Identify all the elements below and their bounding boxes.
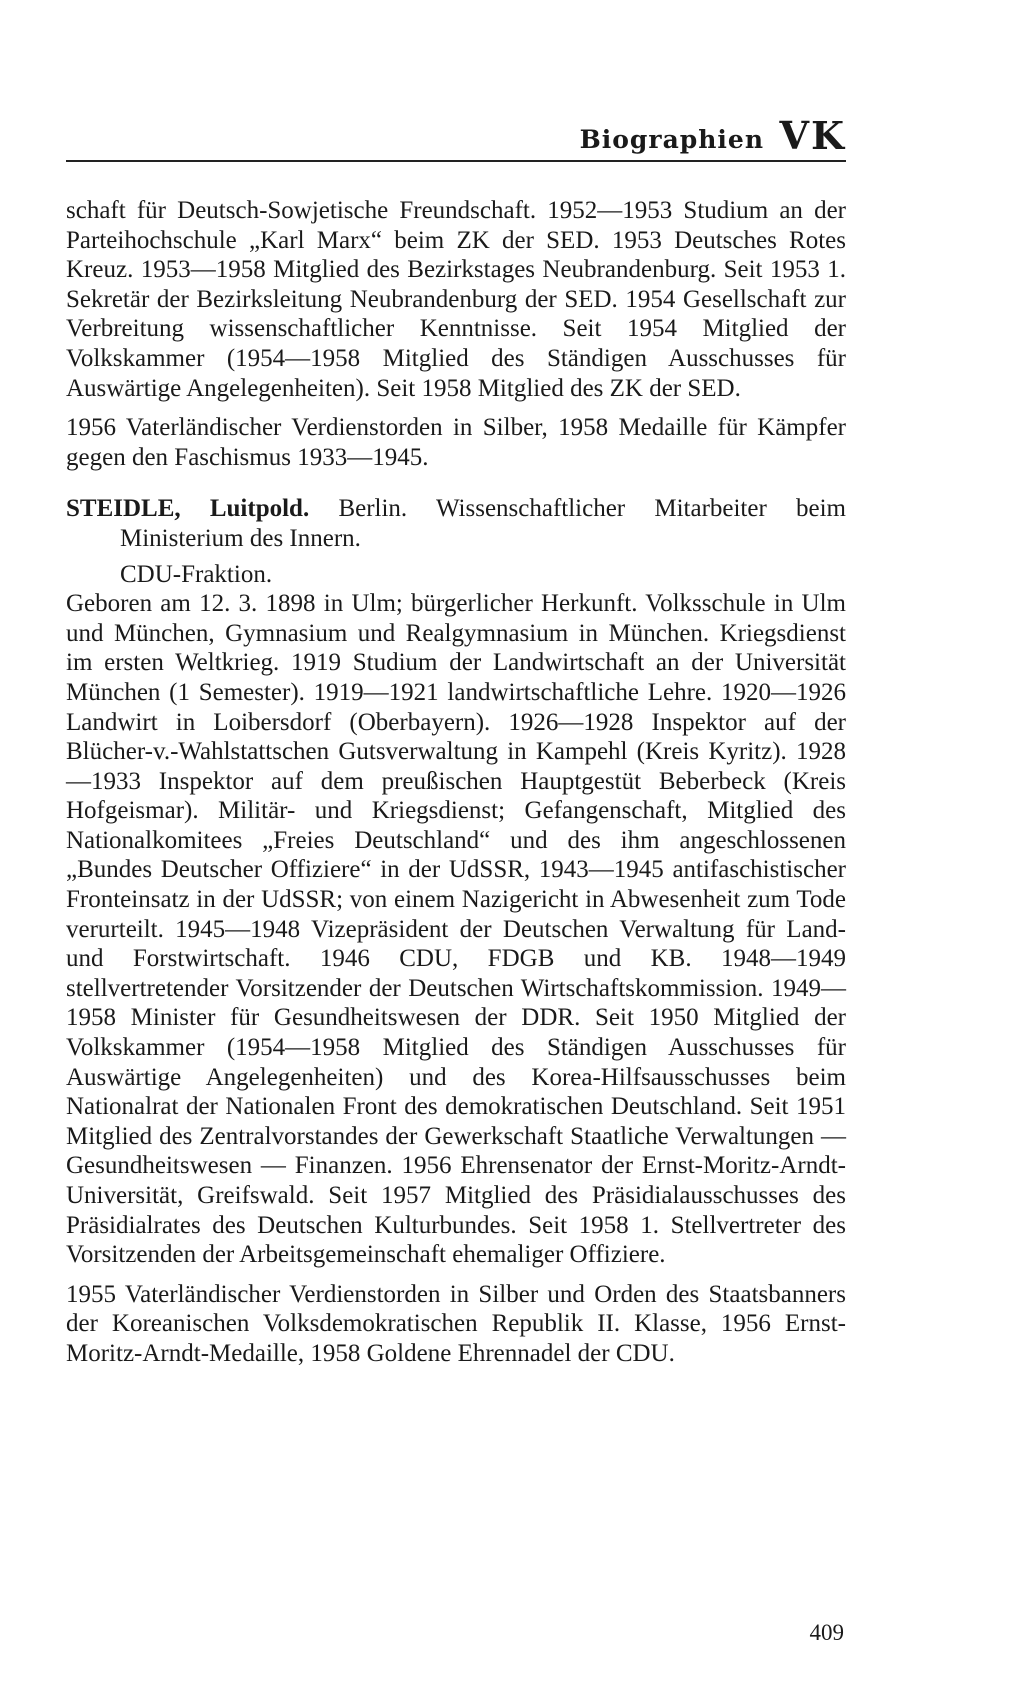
document-page [66,0,846,1696]
entry-heading [66,494,846,553]
running-header [66,108,846,162]
header-section-code: VK [779,113,846,158]
continued-awards-paragraph: 1956 Vaterländischer Verdienstorden in Silber, 1958 Medaille für Kämpfer gegen den Faschismus 1933—1945. [66,414,846,471]
entry-position: Berlin. Wissenschaftlicher Mitarbeiter beim Ministerium des Innern. [120,495,847,552]
entry-awards-paragraph: 1955 Vaterländischer Verdienstorden in Silber und Orden des Staatsbanners der Koreanischen Volksdemokratischen Republik II. Klasse, 1956 Ernst-Moritz-Arndt-Medaille, 1958 Goldene Ehrennadel der CDU. [66,1280,846,1367]
entry-biography-paragraph: Geboren am 12. 3. 1898 in Ulm; bürgerlicher Herkunft. Volksschule in Ulm und München, Gymnasium und Realgymnasium in München. Kriegsdienst im ersten Weltkrieg. 1919 Studium der Landwirtschaft an der Universität München (1 Semester). 1919—1921 landwirtschaftliche Lehre. 1920—1926 Landwirt in Loibersdorf (Oberbayern). 1926—1928 Inspektor auf der Blücher-v.-Wahlstattschen Gutsverwaltung in Kampehl (Kreis Kyritz). 1928—1933 Inspektor auf dem preußischen Hauptgestüt Beberbeck (Kreis Hofgeismar). Militär- und Kriegsdienst; Gefangenschaft, Mitglied des Nationalkomitees „Freies Deutschland“ und des ihm angeschlossenen „Bundes Deutscher Offiziere“ in der UdSSR, 1943—1945 antifaschistischer Fronteinsatz in der UdSSR; von einem Nazigericht in Abwesenheit zum Tode verurteilt. 1945—1948 Vizepräsident der Deutschen Verwaltung für Land- und Forstwirtschaft. 1946 CDU, FDGB und KB. 1948—1949 stellvertretender Vorsitzender der Deutschen Wirtschaftskommission. 1949—1958 Minister für Gesundheitswesen der DDR. Seit 1950 Mitglied der Volkskammer (1954—1958 Mitglied des Ständigen Ausschusses für Auswärtige Angelegenheiten) und des Korea-Hilfsausschusses beim Nationalrat der Nationalen Front des demokratischen Deutschland. Seit 1951 Mitglied des Zentralvorstandes der Gewerkschaft Staatliche Verwaltungen — Gesundheitswesen — Finanzen. 1956 Ehrensenator der Ernst-Moritz-Arndt-Universität, Greifswald. Seit 1957 Mitglied des Präsidialausschusses des Präsidialrates des Deutschen Kulturbundes. Seit 1958 1. Stellvertreter des Vorsitzenden der Arbeitsgemeinschaft ehemaliger Offiziere. [66,590,846,1269]
entry-fraction: CDU-Fraktion. [120,560,273,588]
entry-name: STEIDLE, Luitpold. [66,495,310,523]
header-title: Biographien [579,125,764,154]
biography-entry [66,494,846,1368]
page-body [66,196,846,1369]
continued-biography-paragraph: schaft für Deutsch-Sowjetische Freundschaft. 1952—1953 Studium an der Parteihochschule „Karl Marx“ beim ZK der SED. 1953 Deutsches Rotes Kreuz. 1953—1958 Mitglied des Bezirkstages Neubrandenburg. Seit 1953 1. Sekretär der Bezirksleitung Neubrandenburg der SED. 1954 Gesellschaft zur Verbreitung wissenschaftlicher Kenntnisse. Seit 1954 Mitglied der Volkskammer (1954—1958 Mitglied des Ständigen Ausschusses für Auswärtige Angelegenheiten). Seit 1958 Mitglied des ZK der SED. [66,197,846,402]
page-number: 409 [809,1620,844,1645]
